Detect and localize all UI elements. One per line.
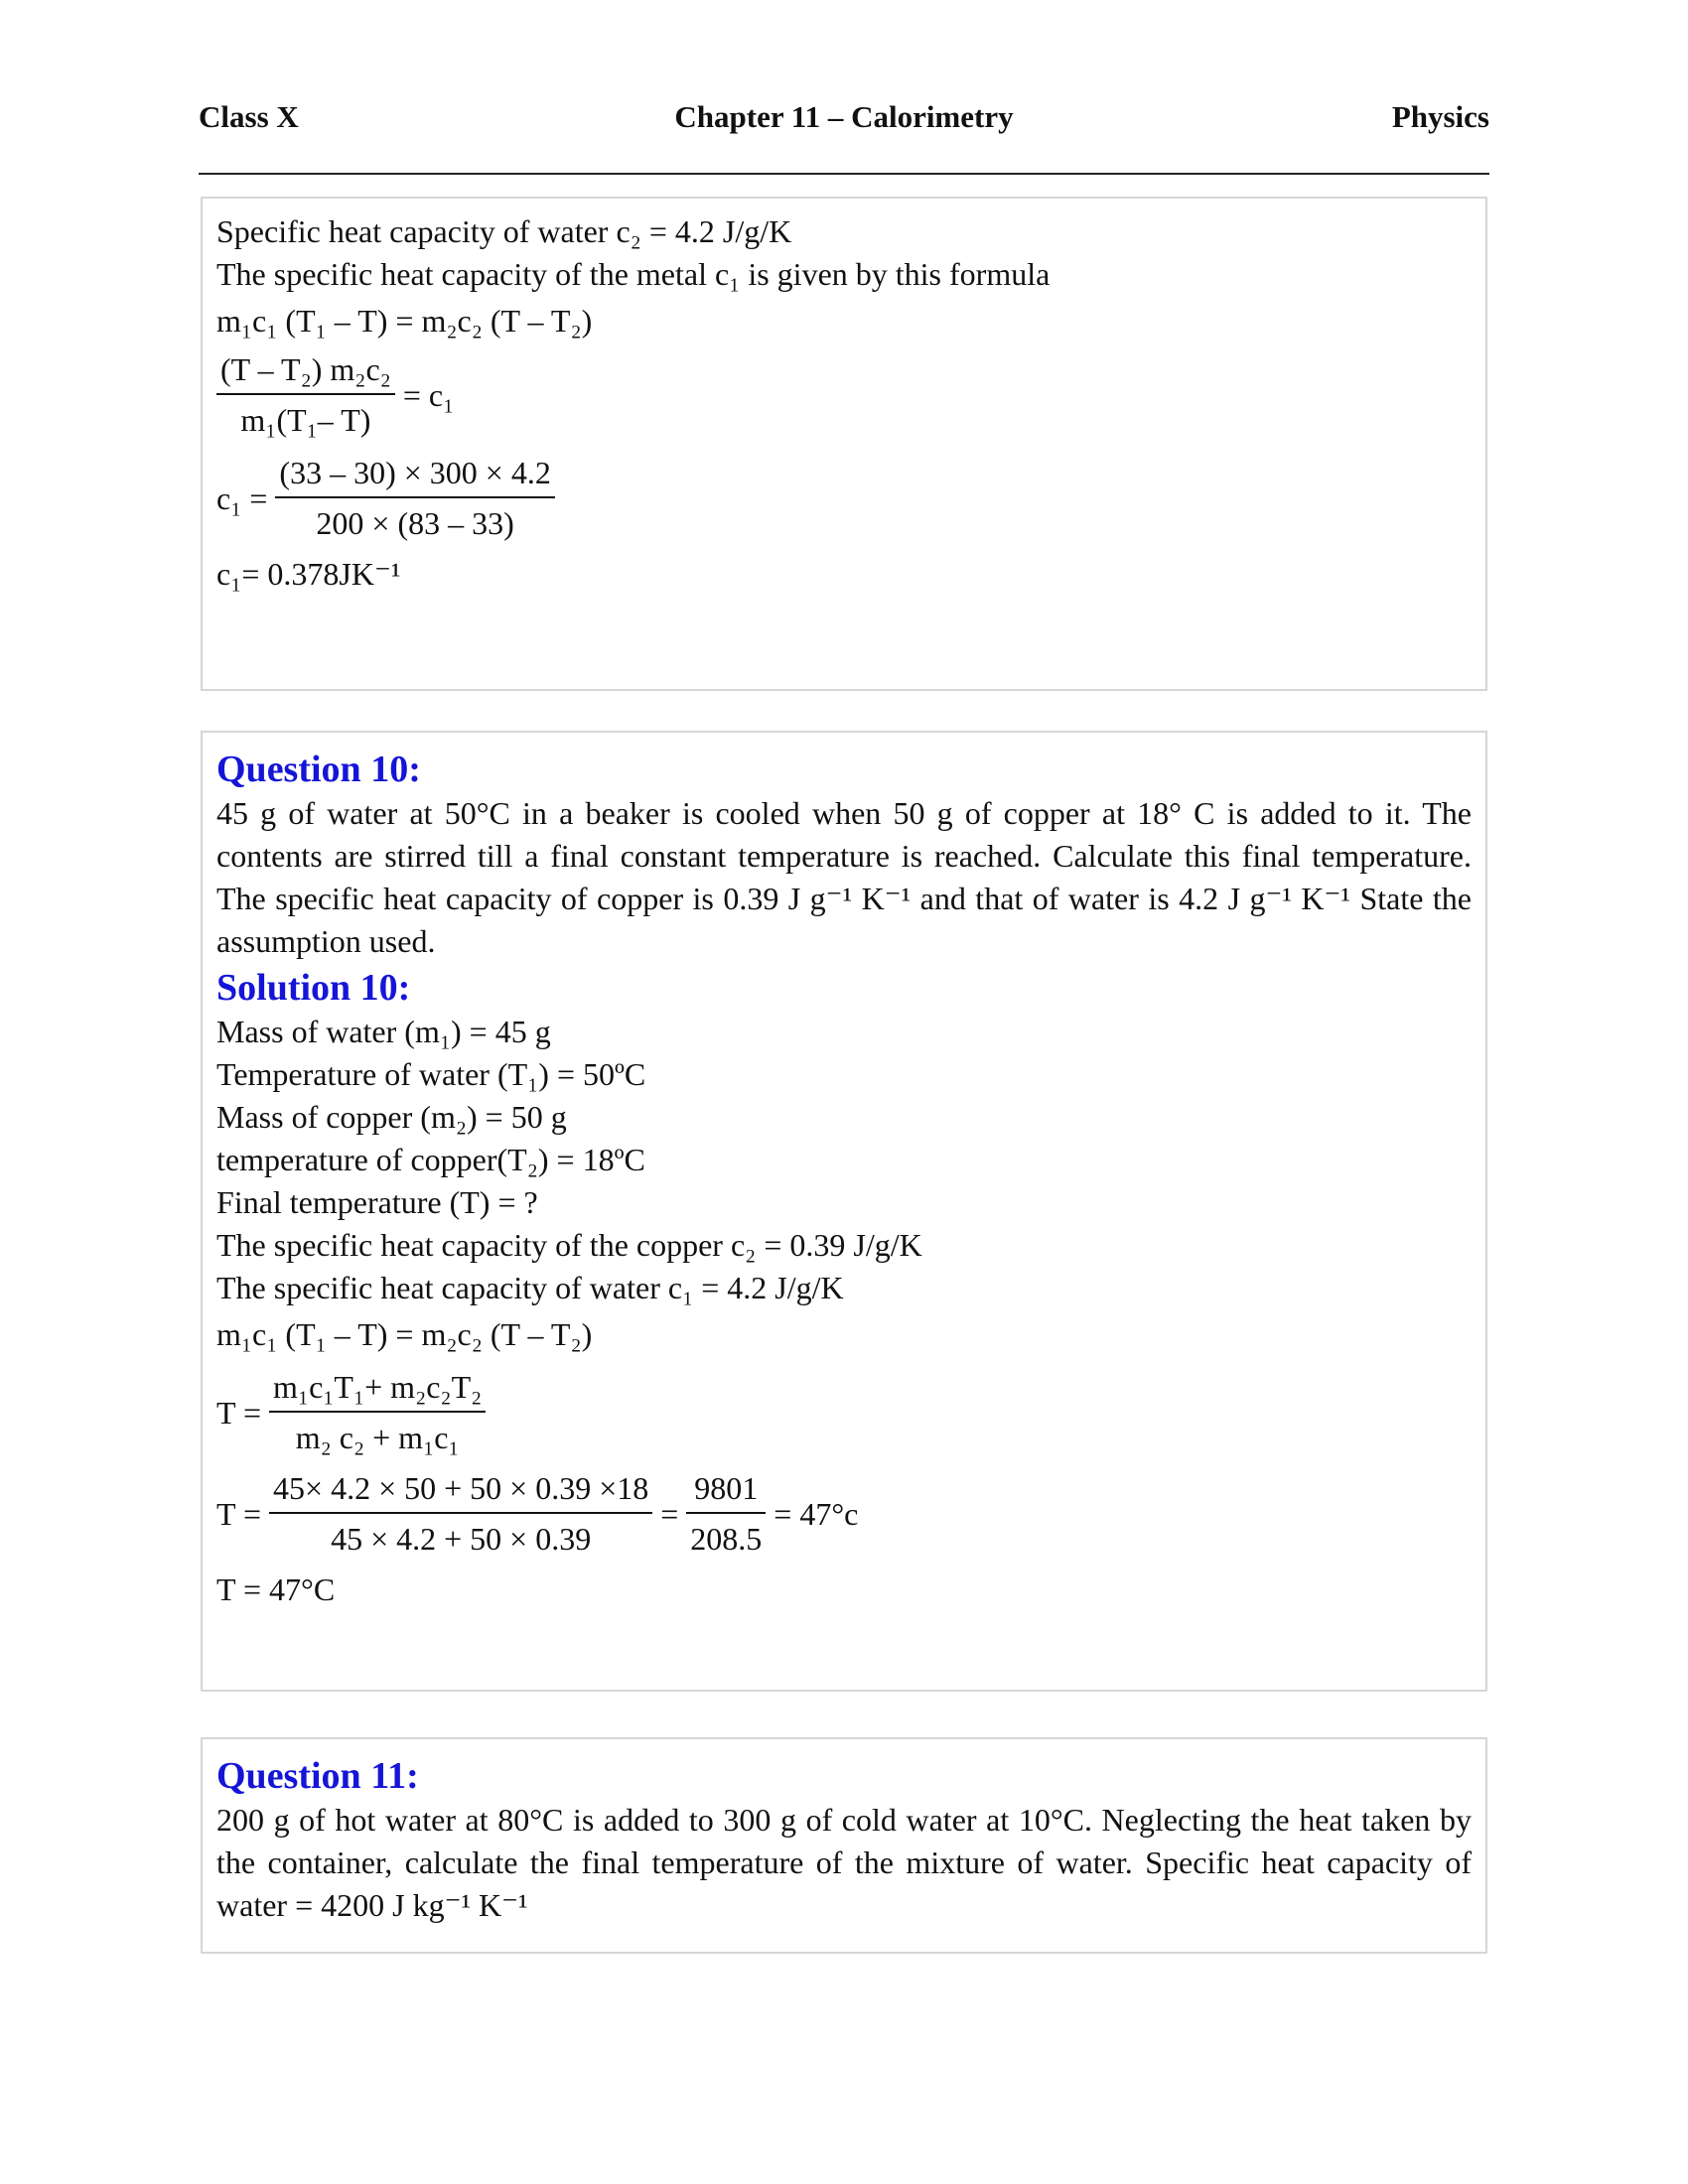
given-line: The specific heat capacity of the copper c₂ = 0.39 J/g/K: [216, 1227, 922, 1263]
numerator: m₁c₁T₁+ m₂c₂T₂: [269, 1366, 486, 1413]
equation-heat-balance: m₁c₁ (T₁ – T) = m₂c₂ (T – T₂): [216, 303, 593, 339]
header-subject: Physics: [1391, 99, 1489, 134]
equals-sign: =: [660, 1495, 679, 1532]
question-11-box: [201, 1737, 1487, 1954]
given-line: Specific heat capacity of water c₂ = 4.2 J/g/K: [216, 213, 792, 249]
given-line: Temperature of water (T₁) = 50ºC: [216, 1056, 646, 1092]
fraction: [216, 348, 395, 442]
solution-continuation-box: [201, 197, 1487, 691]
given-line: Mass of water (m₁) = 45 g: [216, 1014, 551, 1049]
equation-lhs: T =: [216, 1394, 262, 1431]
formula-intro: The specific heat capacity of the metal c₁ is given by this formula: [216, 256, 1051, 292]
equation-final-temp: [216, 1366, 1472, 1459]
fraction: [269, 1366, 486, 1459]
question-text: 45 g of water at 50°C in a beaker is cooled when 50 g of copper at 18° C is added to it. The contents are stirred till a final constant temperature is reached. Calculate this final temperature. The specific heat capacity of copper is 0.39 J g⁻¹ K⁻¹ and that of water is 4.2 J g⁻¹ K⁻¹ State the assumption used.: [216, 795, 1472, 959]
header-divider: [199, 173, 1489, 175]
equation-lhs: T =: [216, 1495, 262, 1532]
equation-substituted: [216, 452, 1472, 545]
question-10-box: [201, 731, 1487, 1692]
fraction: [686, 1467, 766, 1561]
result-line: T = 47°C: [216, 1571, 336, 1607]
result-line: c₁= 0.378JK⁻¹: [216, 556, 401, 592]
header-chapter-title: Chapter 11 – Calorimetry: [674, 99, 1014, 134]
equation-substituted: [216, 1467, 1472, 1561]
given-line: Mass of copper (m₂) = 50 g: [216, 1099, 567, 1135]
equation-lhs: c₁ =: [216, 479, 268, 516]
fraction: [275, 452, 554, 545]
denominator: m₁(T₁– T): [240, 402, 371, 438]
given-line: temperature of copper(T₂) = 18ºC: [216, 1142, 645, 1177]
numerator: (33 – 30) × 300 × 4.2: [275, 452, 554, 498]
denominator: 208.5: [690, 1521, 763, 1557]
given-line: The specific heat capacity of water c₁ = 4.2 J/g/K: [216, 1270, 844, 1305]
denominator: 45 × 4.2 + 50 × 0.39: [331, 1521, 592, 1557]
numerator: 9801: [686, 1467, 766, 1514]
numerator: 45× 4.2 × 50 + 50 × 0.39 ×18: [269, 1467, 652, 1514]
question-heading: Question 10:: [216, 749, 421, 790]
page-header: [199, 99, 1489, 139]
numerator: (T – T₂) m₂c₂: [216, 348, 395, 395]
denominator: 200 × (83 – 33): [316, 505, 514, 541]
equation-rhs: = c₁: [402, 376, 455, 413]
equation-heat-balance: m₁c₁ (T₁ – T) = m₂c₂ (T – T₂): [216, 1316, 593, 1352]
question-heading: Question 11:: [216, 1755, 419, 1797]
solution-heading: Solution 10:: [216, 967, 411, 1009]
equation-rhs: = 47°c: [774, 1495, 859, 1532]
header-class: Class X: [199, 99, 299, 134]
question-text: 200 g of hot water at 80°C is added to 300 g of cold water at 10°C. Neglecting the heat taken by the container, calculate the final temperature of the mixture of water. Specific heat capacity of water = 4200 J kg⁻¹ K⁻¹: [216, 1802, 1472, 1923]
equation-rearranged: [216, 348, 1472, 442]
denominator: m₂ c₂ + m₁c₁: [295, 1420, 460, 1455]
fraction: [269, 1467, 652, 1561]
given-line: Final temperature (T) = ?: [216, 1184, 538, 1220]
